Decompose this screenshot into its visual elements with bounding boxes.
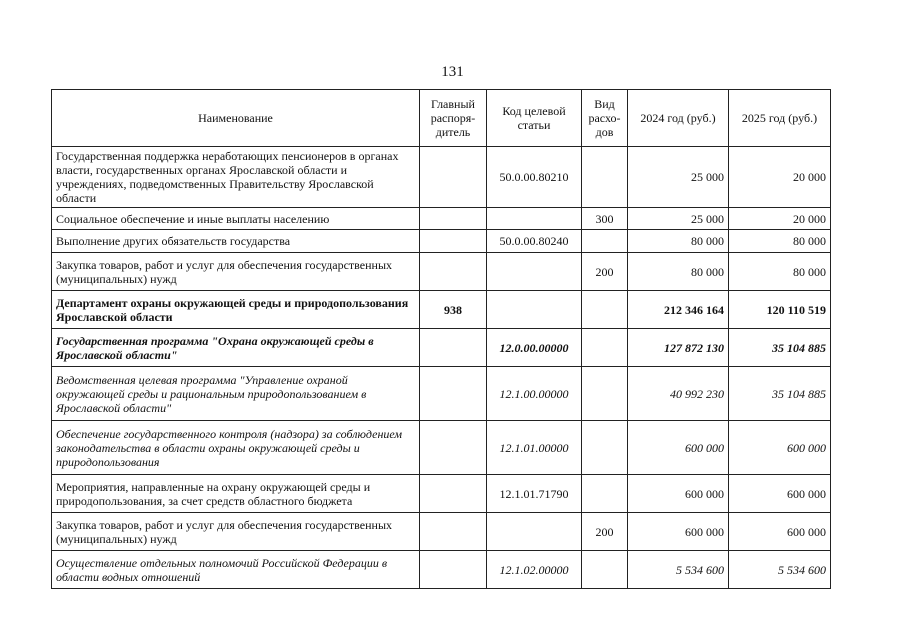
cell-manager	[420, 253, 487, 291]
cell-2025: 600 000	[729, 475, 831, 513]
cell-name: Ведомственная целевая программа "Управление охраной окружающей среды и рациональным природопользованием в Ярославской области"	[52, 367, 420, 421]
cell-name: Осуществление отдельных полномочий Российской Федерации в области водных отношений	[52, 551, 420, 589]
table-row	[52, 329, 831, 367]
cell-name: Закупка товаров, работ и услуг для обеспечения государственных (муниципальных) нужд	[52, 513, 420, 551]
cell-2024: 600 000	[628, 475, 729, 513]
cell-type	[582, 291, 628, 329]
table-row	[52, 230, 831, 253]
cell-name: Обеспечение государственного контроля (надзора) за соблюдением законодательства в области охраны окружающей среды и природопользования	[52, 421, 420, 475]
cell-type	[582, 367, 628, 421]
cell-code: 12.1.01.00000	[487, 421, 582, 475]
cell-code: 12.1.02.00000	[487, 551, 582, 589]
cell-2024: 40 992 230	[628, 367, 729, 421]
table-row	[52, 513, 831, 551]
cell-name: Выполнение других обязательств государства	[52, 230, 420, 253]
cell-2025: 35 104 885	[729, 329, 831, 367]
header-manager: Главный распоря-дитель	[420, 90, 487, 147]
cell-2025: 600 000	[729, 513, 831, 551]
table-header-row	[52, 90, 831, 147]
table-row	[52, 367, 831, 421]
cell-code: 12.1.01.71790	[487, 475, 582, 513]
cell-type	[582, 230, 628, 253]
header-type: Вид расхо-дов	[582, 90, 628, 147]
table-row	[52, 147, 831, 208]
cell-2024: 25 000	[628, 208, 729, 230]
cell-2024: 80 000	[628, 253, 729, 291]
table-row	[52, 421, 831, 475]
cell-code	[487, 208, 582, 230]
table-row	[52, 475, 831, 513]
cell-2025: 120 110 519	[729, 291, 831, 329]
header-2025: 2025 год (руб.)	[729, 90, 831, 147]
header-code: Код целевой статьи	[487, 90, 582, 147]
cell-code: 12.0.00.00000	[487, 329, 582, 367]
cell-manager	[420, 208, 487, 230]
cell-code	[487, 253, 582, 291]
cell-manager	[420, 551, 487, 589]
header-name: Наименование	[52, 90, 420, 147]
cell-manager	[420, 421, 487, 475]
cell-name: Социальное обеспечение и иные выплаты населению	[52, 208, 420, 230]
cell-2024: 127 872 130	[628, 329, 729, 367]
cell-code: 12.1.00.00000	[487, 367, 582, 421]
cell-2024: 5 534 600	[628, 551, 729, 589]
cell-code: 50.0.00.80210	[487, 147, 582, 208]
cell-manager	[420, 475, 487, 513]
cell-type: 200	[582, 253, 628, 291]
cell-name: Мероприятия, направленные на охрану окружающей среды и природопользования, за счет средств областного бюджета	[52, 475, 420, 513]
table-row	[52, 208, 831, 230]
cell-2025: 20 000	[729, 208, 831, 230]
cell-manager	[420, 230, 487, 253]
page-number: 131	[441, 64, 464, 80]
cell-2024: 600 000	[628, 421, 729, 475]
cell-name: Закупка товаров, работ и услуг для обеспечения государственных (муниципальных) нужд	[52, 253, 420, 291]
cell-type	[582, 475, 628, 513]
cell-2025: 35 104 885	[729, 367, 831, 421]
cell-2025: 20 000	[729, 147, 831, 208]
table-row	[52, 291, 831, 329]
cell-2025: 600 000	[729, 421, 831, 475]
cell-2024: 25 000	[628, 147, 729, 208]
table-row	[52, 551, 831, 589]
cell-manager: 938	[420, 291, 487, 329]
table-row	[52, 253, 831, 291]
cell-name: Государственная программа "Охрана окружающей среды в Ярославской области"	[52, 329, 420, 367]
cell-2025: 5 534 600	[729, 551, 831, 589]
cell-manager	[420, 367, 487, 421]
cell-2024: 80 000	[628, 230, 729, 253]
cell-name: Государственная поддержка неработающих пенсионеров в органах власти, государственных органах Ярославской области и учреждениях, подведомственных Правительству Ярославской области	[52, 147, 420, 208]
cell-2025: 80 000	[729, 253, 831, 291]
cell-type	[582, 329, 628, 367]
budget-table	[51, 89, 831, 589]
header-2024: 2024 год (руб.)	[628, 90, 729, 147]
cell-2024: 600 000	[628, 513, 729, 551]
cell-manager	[420, 513, 487, 551]
cell-code	[487, 513, 582, 551]
cell-2024: 212 346 164	[628, 291, 729, 329]
cell-manager	[420, 147, 487, 208]
cell-name: Департамент охраны окружающей среды и природопользования Ярославской области	[52, 291, 420, 329]
cell-type	[582, 421, 628, 475]
cell-type: 200	[582, 513, 628, 551]
cell-type: 300	[582, 208, 628, 230]
cell-manager	[420, 329, 487, 367]
cell-type	[582, 147, 628, 208]
cell-code	[487, 291, 582, 329]
cell-code: 50.0.00.80240	[487, 230, 582, 253]
cell-2025: 80 000	[729, 230, 831, 253]
cell-type	[582, 551, 628, 589]
